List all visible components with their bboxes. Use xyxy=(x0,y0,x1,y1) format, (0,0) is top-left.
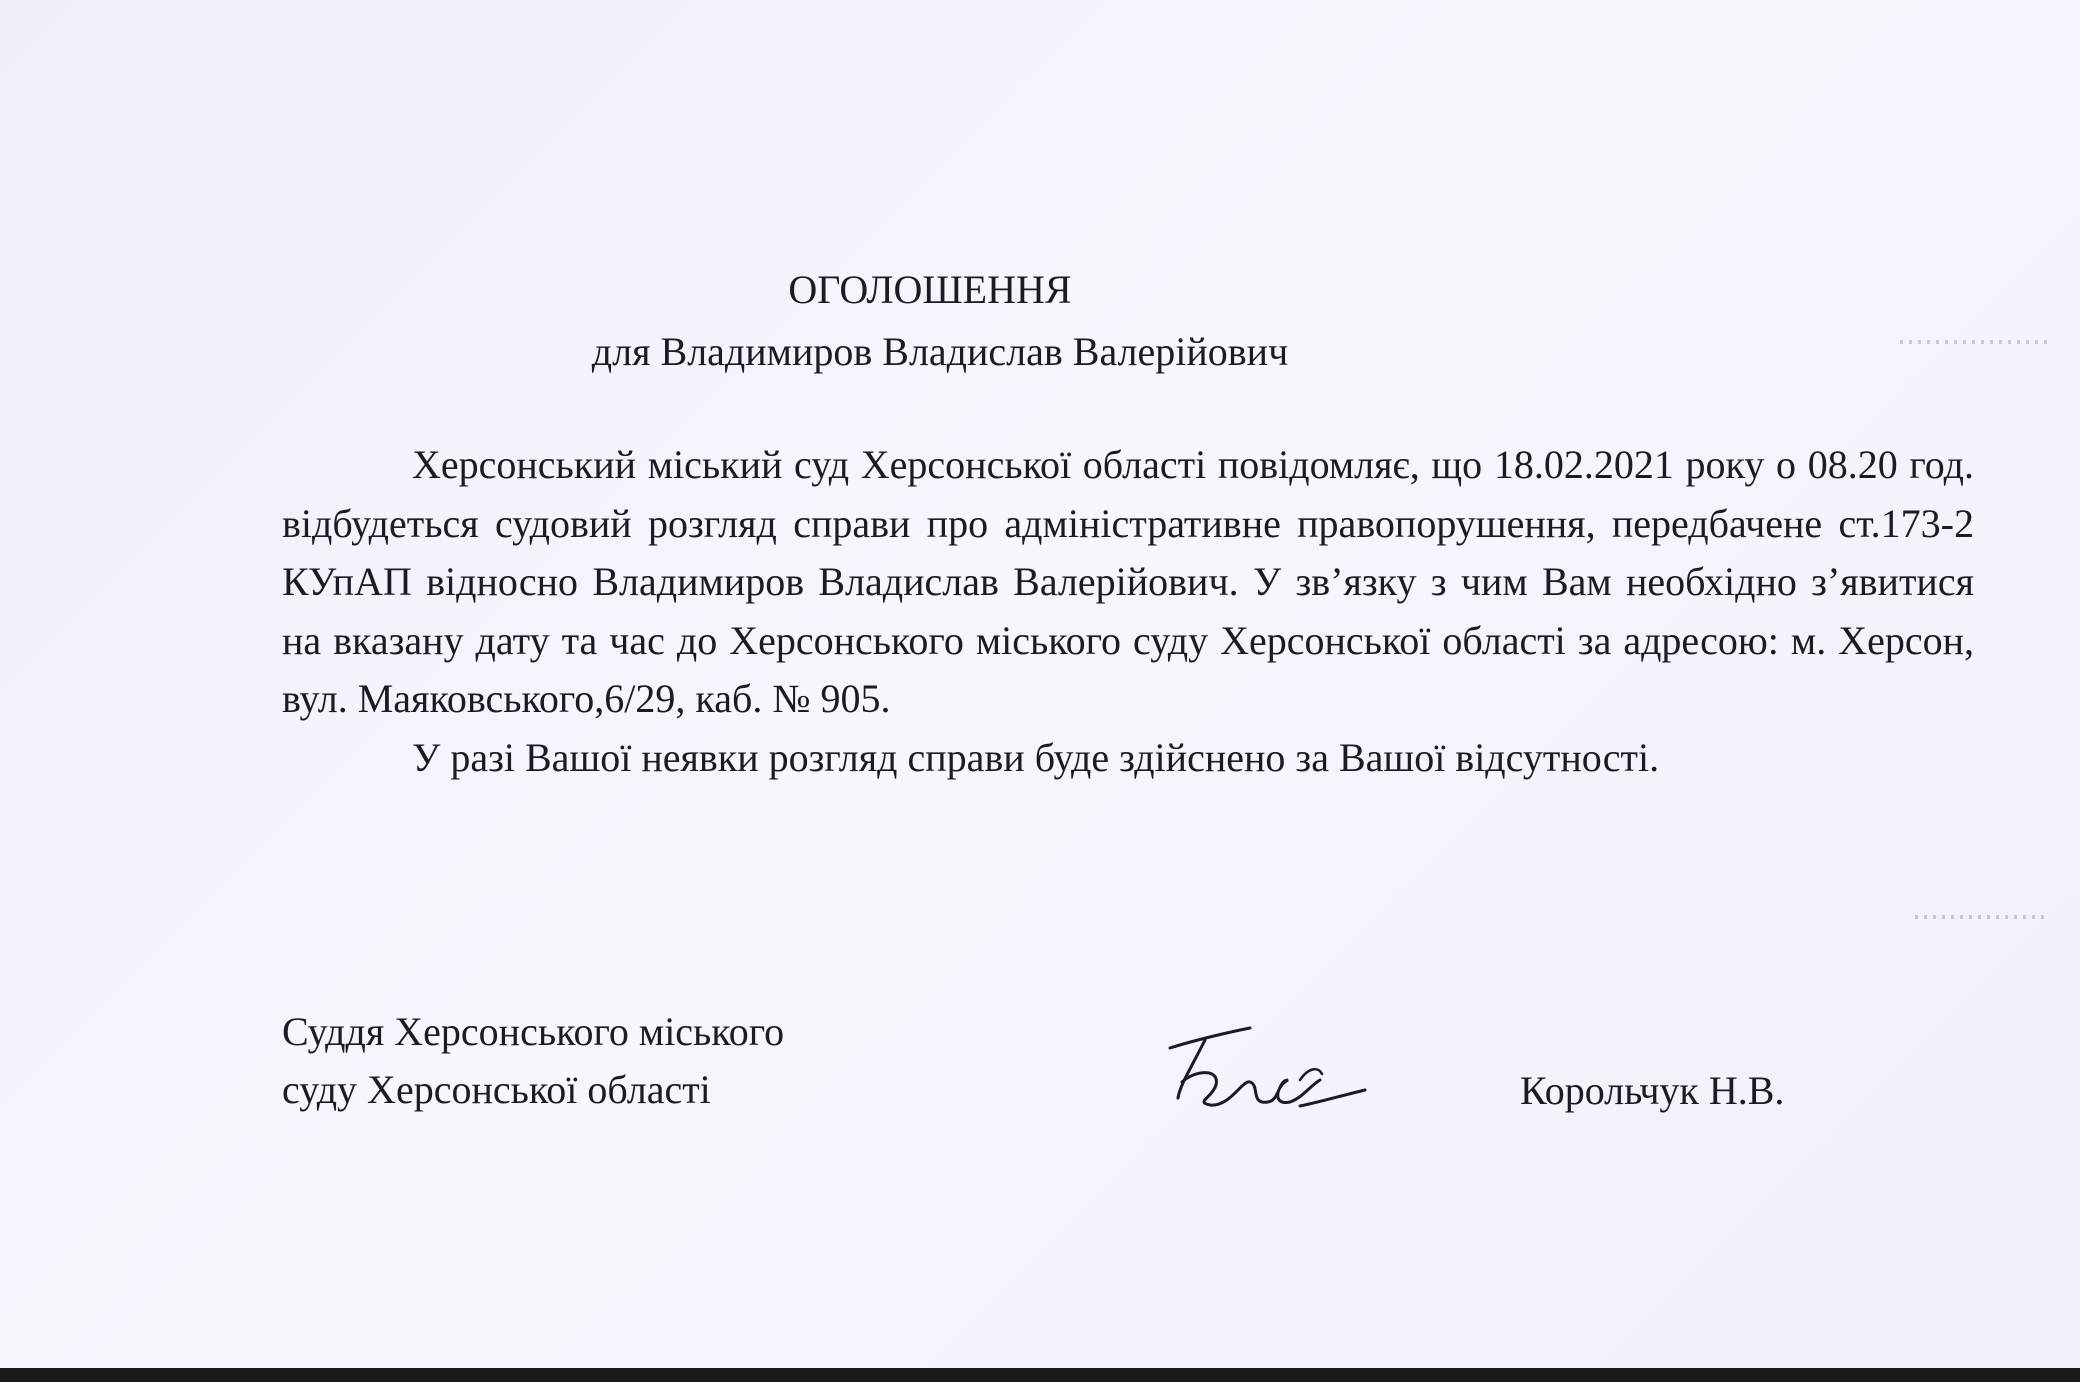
signer-name: Корольчук Н.В. xyxy=(1520,1068,1785,1113)
notice-title: ОГОЛОШЕННЯ xyxy=(788,267,1072,312)
judge-position xyxy=(282,1003,784,1119)
notice-body xyxy=(282,436,1974,787)
notice-addressee: для Владимиров Владислав Валерійович xyxy=(591,329,1289,374)
handwritten-signature-icon xyxy=(1150,1010,1380,1120)
notice-paragraph-main: Херсонський міський суд Херсонської області повідомляє, що 18.02.2021 року о 08.20 год. відбудеться судовий розгляд справи про адміністративне правопорушення, передбачене ст.173-2 КУпАП відносно Владимиров Владислав Валерійович. У зв’язку з чим Вам необхідно з’явитися на вказану дату та час до Херсонського міського суду Херсонської області за адресою: м. Херсон, вул. Маяковського,6/29, каб. № 905. xyxy=(282,442,1974,721)
judge-position-line-2: суду Херсонської області xyxy=(282,1067,711,1112)
scan-bottom-edge xyxy=(0,1368,2080,1382)
scan-speck xyxy=(1915,915,2045,919)
judge-position-line-1: Суддя Херсонського міського xyxy=(282,1009,785,1054)
notice-paragraph-absence: У разі Вашої неявки розгляд справи буде здійснено за Вашої відсутності. xyxy=(412,734,1660,780)
